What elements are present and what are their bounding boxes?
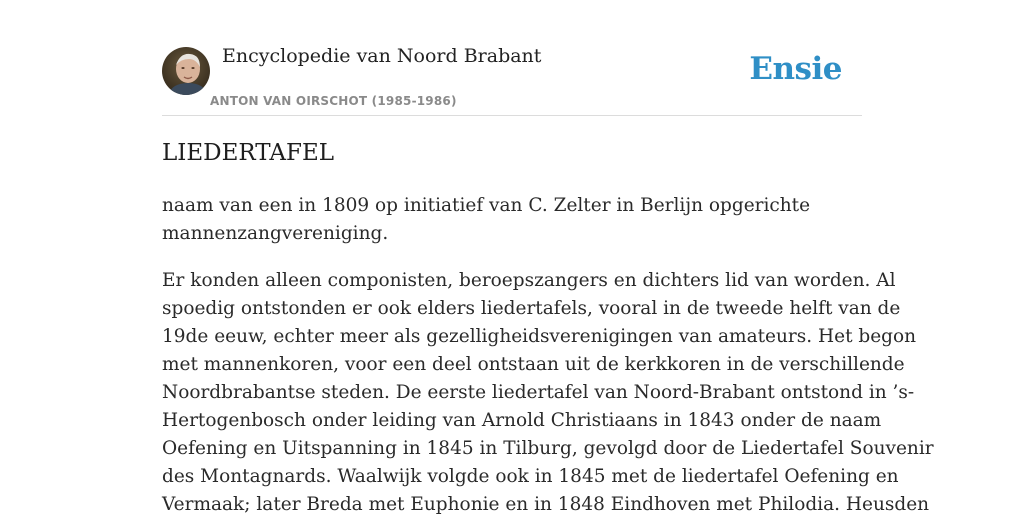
article-paragraph: [162, 192, 862, 248]
article-paragraph: [162, 267, 934, 519]
site-header: [162, 0, 862, 116]
person-portrait-icon: [162, 47, 210, 95]
article-title: LIEDERTAFEL: [162, 140, 335, 166]
site-title[interactable]: Encyclopedie van Noord Brabant: [222, 45, 542, 67]
paragraph-line: Vermaak; later Breda met Euphonie en in 1848 Eindhoven met Philodia. Heusden: [162, 494, 930, 515]
paragraph-line: Er konden alleen componisten, beroepszangers en dichters lid van worden. Al: [162, 270, 896, 291]
paragraph-line: naam van een in 1809 op initiatief van C. Zelter in Berlijn opgerichte: [162, 195, 811, 216]
paragraph-line: mannenzangvereniging.: [162, 223, 389, 244]
paragraph-line: spoedig ontstonden er ook elders liedertafels, vooral in de tweede helft van de: [162, 298, 901, 319]
paragraph-line: 19de eeuw, echter meer als gezelligheidsverenigingen van amateurs. Het begon: [162, 326, 917, 347]
paragraph-line: met mannenkoren, voor een deel ontstaan uit de kerkkoren in de verschillende: [162, 354, 905, 375]
author-avatar[interactable]: [162, 47, 210, 95]
article-page: [162, 0, 934, 515]
author-name[interactable]: ANTON VAN OIRSCHOT (1985-1986): [210, 94, 457, 108]
ensie-logo[interactable]: Ensie: [749, 51, 842, 87]
paragraph-line: Oefening en Uitspanning in 1845 in Tilburg, gevolgd door de Liedertafel Souvenir: [162, 438, 934, 459]
paragraph-line: Hertogenbosch onder leiding van Arnold Christiaans in 1843 onder de naam: [162, 410, 882, 431]
paragraph-line: des Montagnards. Waalwijk volgde ook in 1845 met de liedertafel Oefening en: [162, 466, 899, 487]
paragraph-line: Noordbrabantse steden. De eerste liedertafel van Noord-Brabant ontstond in ’s-: [162, 382, 915, 403]
